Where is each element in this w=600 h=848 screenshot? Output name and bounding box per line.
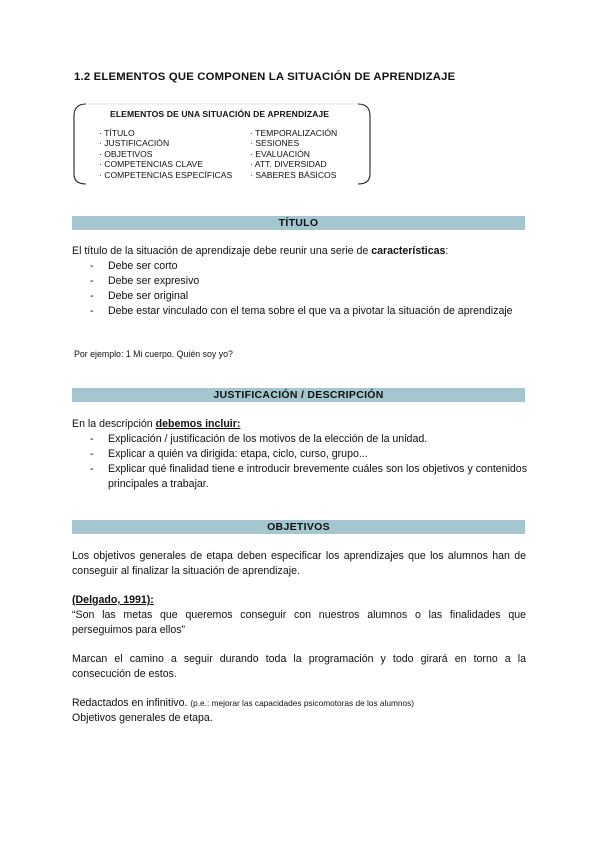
bullet-dash: - xyxy=(90,260,94,272)
objetivos-paragraph-1: Los objetivos generales de etapa deben especificar los aprendizajes que los alumnos han de conseguir al finalizar la situación de aprendizaje. xyxy=(72,550,526,577)
section-header-titulo: TÍTULO xyxy=(72,216,525,230)
list-item xyxy=(90,432,527,447)
list-item-text: Debe estar vinculado con el tema sobre el que va a pivotar la situación de aprendizaje xyxy=(108,305,513,317)
elements-box-heading: ELEMENTOS DE UNA SITUACIÓN DE APRENDIZAJE xyxy=(110,109,330,119)
document-title: 1.2 ELEMENTOS QUE COMPONEN LA SITUACIÓN DE APRENDIZAJE xyxy=(74,71,456,83)
list-item xyxy=(90,462,527,492)
element-item: · TÍTULO xyxy=(99,128,135,138)
list-item xyxy=(90,304,527,319)
bullet-dash: - xyxy=(90,290,94,302)
justificacion-bullet-list xyxy=(90,432,527,492)
element-item: · OBJETIVOS xyxy=(99,148,153,159)
list-item xyxy=(90,447,527,462)
element-item: · EVALUACIÓN xyxy=(250,148,311,159)
infinitive-text: Redactados en infinitivo. xyxy=(72,697,191,709)
bullet-dash: - xyxy=(90,433,94,445)
justificacion-intro-bold: debemos incluir: xyxy=(155,418,241,430)
list-item-text: Explicar qué finalidad tiene e introducir brevemente cuáles son los objetivos y contenidos principales a trabajar. xyxy=(108,463,527,490)
objetivos-quote: “Son las metas que queremos conseguir con nuestros alumnos o las finalidades que perseguimos para ellos” xyxy=(72,609,526,636)
objetivos-paragraph-3 xyxy=(72,696,526,711)
element-item: · ATT. DIVERSIDAD xyxy=(250,159,327,170)
element-item: · COMPETENCIAS ESPECÍFICAS xyxy=(99,169,233,180)
justificacion-intro-text: En la descripción xyxy=(72,418,156,430)
infinitive-example: (p.e.: mejorar las capacidades psicomotoras de los alumnos) xyxy=(190,698,415,708)
objetivos-paragraph-4: Objetivos generales de etapa. xyxy=(72,712,213,724)
section-header-objetivos: OBJETIVOS xyxy=(72,520,525,534)
titulo-example: Por ejemplo: 1 Mi cuerpo. Quién soy yo? xyxy=(74,349,233,359)
list-item xyxy=(90,289,527,304)
element-item: · SABERES BÁSICOS xyxy=(250,169,337,180)
section-header-justificacion: JUSTIFICACIÓN / DESCRIPCIÓN xyxy=(72,388,525,402)
element-item: · COMPETENCIAS CLAVE xyxy=(99,159,203,170)
element-item: · SESIONES xyxy=(250,138,300,149)
titulo-intro-text: El título de la situación de aprendizaje debe reunir una serie de xyxy=(72,245,372,257)
bullet-dash: - xyxy=(90,305,94,317)
titulo-intro-bold: características xyxy=(371,245,446,257)
list-item-text: Debe ser original xyxy=(108,290,189,302)
bullet-dash: - xyxy=(90,463,94,475)
bullet-dash: - xyxy=(90,275,94,287)
elements-left-column xyxy=(99,128,232,180)
list-item-text: Debe ser corto xyxy=(108,260,178,272)
element-item: · TEMPORALIZACIÓN xyxy=(250,128,338,138)
justificacion-intro xyxy=(72,417,526,432)
elements-right-column xyxy=(250,128,337,180)
objetivos-paragraph-2: Marcan el camino a seguir durando toda la programación y todo girará en torno a la consecución de estos. xyxy=(72,653,526,680)
element-item: · JUSTIFICACIÓN xyxy=(99,138,170,149)
objetivos-citation xyxy=(72,593,526,608)
list-item xyxy=(90,259,527,274)
list-item xyxy=(90,274,527,289)
list-item-text: Debe ser expresivo xyxy=(108,275,200,287)
list-item-text: Explicación / justificación de los motivos de la elección de la unidad. xyxy=(108,433,428,445)
citation-author: (Delgado, 1991): xyxy=(72,594,154,606)
elements-summary-box xyxy=(72,100,372,186)
list-item-text: Explicar a quién va dirigida: etapa, ciclo, curso, grupo... xyxy=(108,448,368,460)
titulo-bullet-list xyxy=(90,259,527,319)
titulo-intro xyxy=(72,244,526,259)
bullet-dash: - xyxy=(90,448,94,460)
titulo-intro-colon: : xyxy=(445,245,449,257)
